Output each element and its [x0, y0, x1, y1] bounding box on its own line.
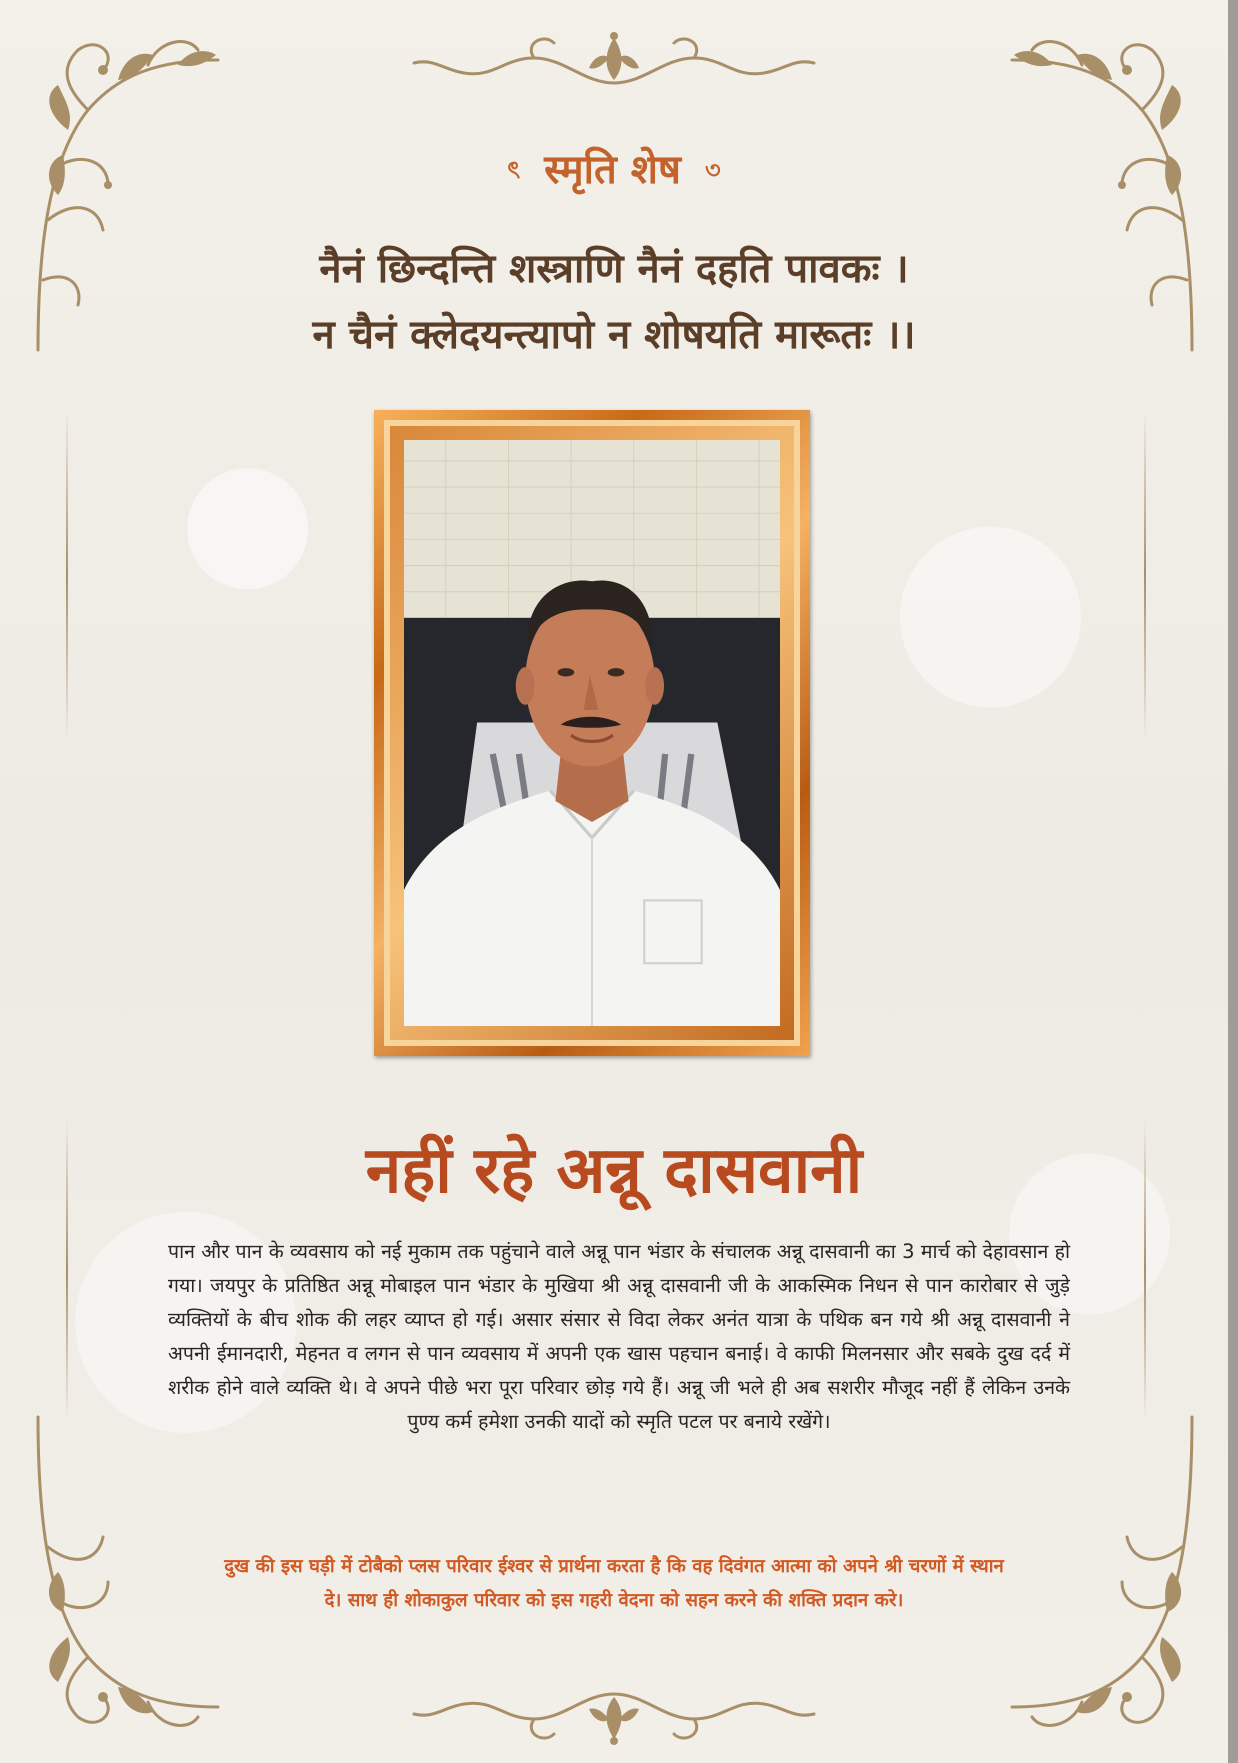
ornament-top-center [404, 28, 824, 98]
heading-text: स्मृति शेष [544, 147, 682, 193]
condolence-prayer [160, 1550, 1068, 1618]
ornament-bottom-center [404, 1679, 824, 1749]
portrait-frame [374, 410, 810, 1056]
smriti-shesh-heading [0, 140, 1228, 195]
portrait-frame-inner [384, 420, 800, 1046]
border-line-right-upper [1144, 410, 1146, 740]
obituary-title: नहीं रहे अन्नू दासवानी [365, 1134, 863, 1208]
swirl-left-icon: ৎ [507, 156, 521, 184]
prayer-line-1: दुख की इस घड़ी में टोबैको प्लस परिवार ईश्वर से प्रार्थना करता है कि वह दिवंगत आत्मा को अपने श्री चरणों में स्थान [224, 1556, 1004, 1577]
border-line-left-upper [66, 410, 68, 740]
shloka [0, 236, 1228, 368]
page-edge-strip [1228, 0, 1238, 1763]
shloka-line-2: न चैनं क्लेदयन्त्यापो न शोषयति मारूतः ।। [312, 312, 916, 358]
obituary-body: पान और पान के व्यवसाय को नई मुकाम तक पहुंचाने वाले अन्नू पान भंडार के संचालक अन्नू दासवानी का 3 मार्च को देहावसान हो गया। जयपुर के प्रतिष्ठित अन्नू मोबाइल पान भंडार के मुखिया श्री अन्नू दासवानी जी के आकस्मिक निधन से पान कारोबार से जुड़े व्यक्तियों के बीच शोक की लहर व्याप्त हो गई। असार संसार से विदा लेकर अनंत यात्रा के पथिक बन गये श्री अन्नू दासवानी ने अपनी ईमानदारी, मेहनत व लगन से पान व्यवसाय में अपनी एक खास पहचान बनाई। वे काफी मिलनसार और सबके दुख दर्द में शरीक होने वाले व्यक्ति थे। वे अपने पीछे भरा पूरा परिवार छोड़ गये हैं। अन्नू जी भले ही अब सशरीर मौजूद नहीं हैं लेकिन उनके पुण्य कर्म हमेशा उनकी यादों को स्मृति पटल पर बनाये रखेंगे। [168, 1240, 1070, 1433]
shloka-line-1: नैनं छिन्दन्ति शस्त्राणि नैनं दहति पावकः । [319, 246, 909, 292]
portrait-photo [404, 440, 780, 1026]
swirl-right-icon: ৩ [704, 156, 721, 184]
prayer-line-2: दे। साथ ही शोकाकुल परिवार को इस गहरी वेदना को सहन करने की शक्ति प्रदान करे। [324, 1590, 904, 1611]
